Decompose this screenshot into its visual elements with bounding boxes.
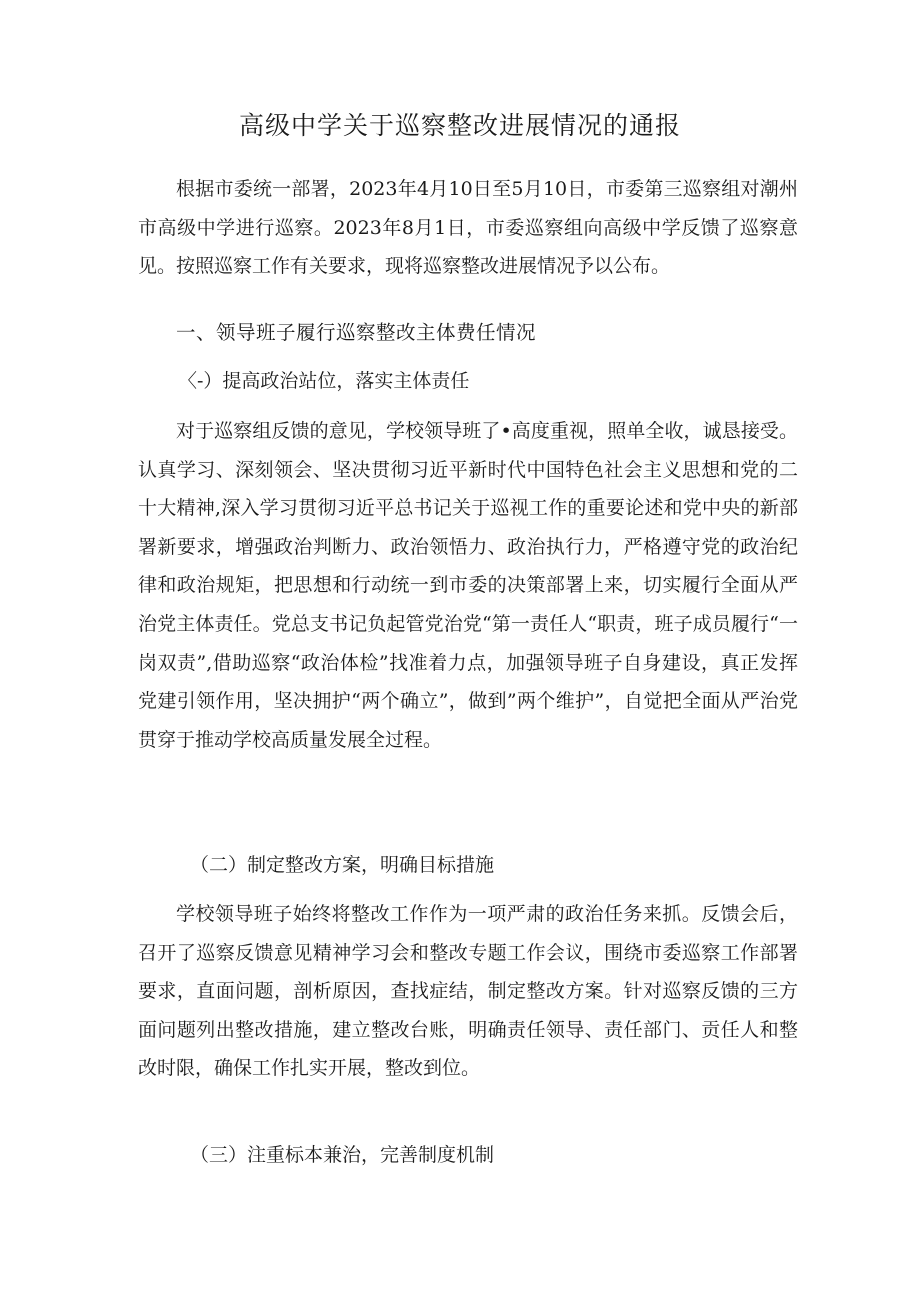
subsection-2-body: 学校领导班子始终将整改工作作为一项严肃的政治任务来抓。反馈会后，召开了巡察反馈意见精神学习会和整改专题工作会议，围绕市委巡察工作部署要求，直面问题，剖析原因，查找症结，制定整改方案。针对巡察反馈的三方面问题列出整改措施，建立整改台账，明确责任领导、责任部门、贡任人和整改时限，确保工作扎实开展，整改到位。 (138, 903, 798, 1080)
section-1-heading: 一、领导班子履行巡察整改主体费任情况 (176, 321, 537, 344)
subsection-3-heading: （三）注重标本兼治，完善制度机制 (190, 1144, 495, 1166)
subsection-2-heading: （二）制定整改方案，明确目标措施 (190, 854, 495, 876)
intro-paragraph: 根据市委统一部署，2023年4月10日至5月10日，市委第三巡察组对潮州市高级中学进行巡察。2023年8月1日，市委巡察组向高级中学反馈了巡察意见。按照巡察工作有关要求，现将巡察整改进展情况予以公布。 (138, 178, 798, 278)
document-title: 高级中学关于巡察整改进展情况的通报 (238, 111, 681, 140)
subsection-1-body: 对于巡察组反馈的意见，学校领导班了•高度重视，照单全收，诚恳接受。认真学习、深刻领会、坚决贯彻习近平新时代中国特色社会主义思想和党的二十大精神,深入学习贯彻习近平总书记关于巡视工作的重要论述和党中央的新部署新要求，增强政治判断力、政治领悟力、政治执行力，严格遵守党的政治纪律和政治规矩，把思想和行动统一到市委的决策部署上来，切实履行全面从严治党主体责任。党总支书记负起管党治党“第一责任人“职责，班子成员履行“一岗双责”,借助巡察“政治体检”找准着力点，加强领导班子自身建设，真正发挥党建引领作用，坚决拥护“两个确立”，做到”两个维护”，自觉把全面从严治党贯穿于推动学校高质量发展全过程。 (138, 420, 798, 751)
subsection-1-heading: 〈-）提高政治站位，落实主体责任 (178, 370, 470, 392)
